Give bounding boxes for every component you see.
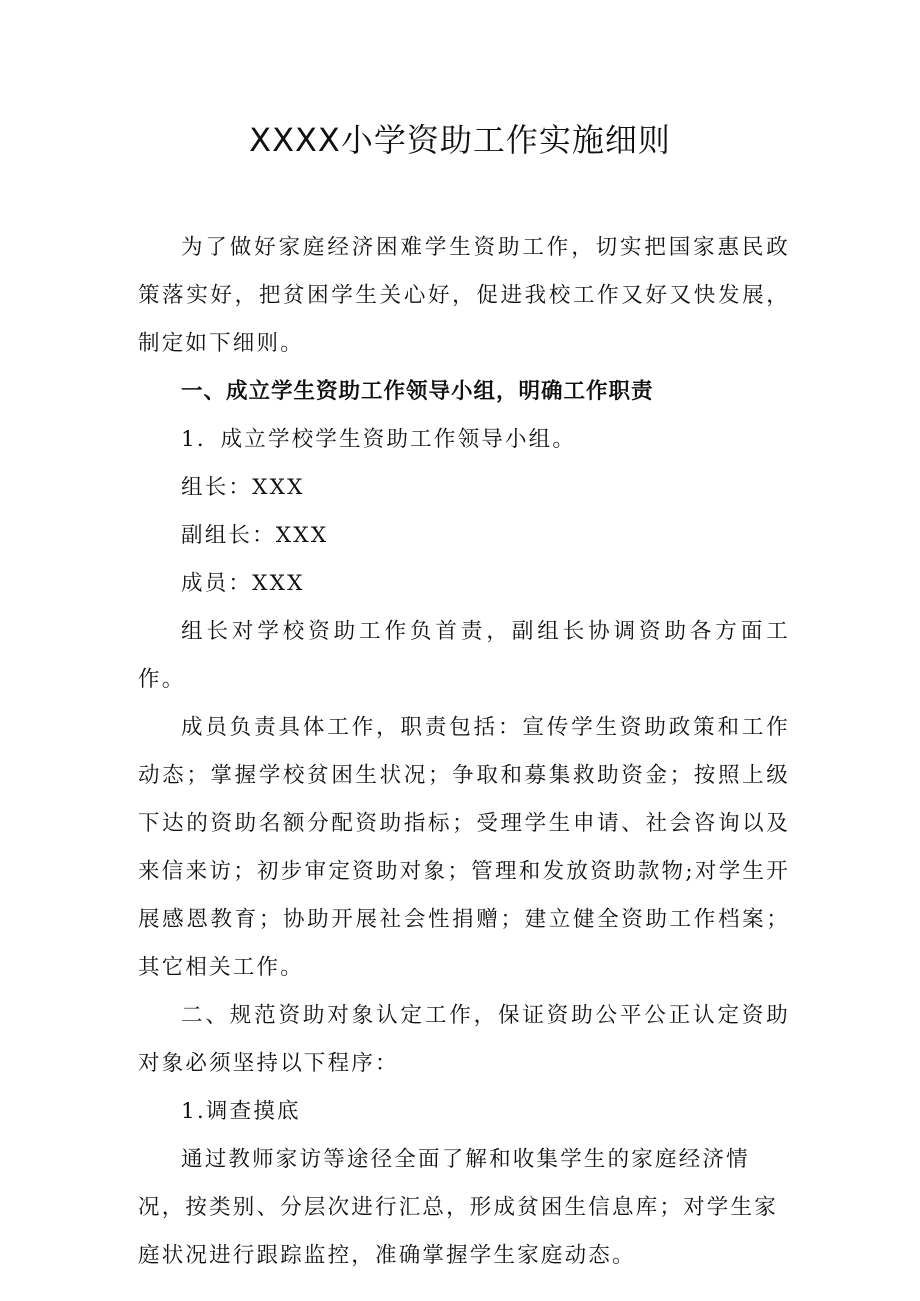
document-body [138, 224, 790, 1280]
member-duty-paragraph: 成员负责具体工作，职责包括：宣传学生资助政策和工作动态；掌握学校贫困生状况；争取和募集救助资金；按照上级下达的资助名额分配资助指标；受理学生申请、社会咨询以及来信来访；初步审定资助对象；管理和发放资助款物;对学生开展感恩教育；协助开展社会性捐赠；建立健全资助工作档案；其它相关工作。 [138, 715, 790, 980]
step-1-heading: 1.调查摸底 [181, 1099, 301, 1124]
section-heading-1: 一、成立学生资助工作领导小组，明确工作职责 [181, 379, 654, 404]
item-1-paragraph: 1．成立学校学生资助工作领导小组。 [181, 427, 577, 452]
document-title: XXXX小学资助工作实施细则 [249, 121, 671, 159]
leader-duty-paragraph: 组长对学校资助工作负首责，副组长协调资助各方面工作。 [138, 619, 790, 692]
deputy-leader-line: 副组长：XXX [181, 523, 329, 548]
members-line: 成员：XXX [181, 571, 305, 596]
intro-paragraph: 为了做好家庭经济困难学生资助工作，切实把国家惠民政策落实好，把贫困学生关心好，促进我校工作又好又快发展，制定如下细则。 [138, 235, 790, 356]
section-heading-2: 二、规范资助对象认定工作，保证资助公平公正认定资助对象必须坚持以下程序： [138, 1003, 790, 1076]
leader-line: 组长：XXX [181, 475, 305, 500]
step-1-paragraph: 通过教师家访等途径全面了解和收集学生的家庭经济情况，按类别、分层次进行汇总，形成贫困生信息库；对学生家庭状况进行跟踪监控，准确掌握学生家庭动态。 [138, 1147, 778, 1268]
